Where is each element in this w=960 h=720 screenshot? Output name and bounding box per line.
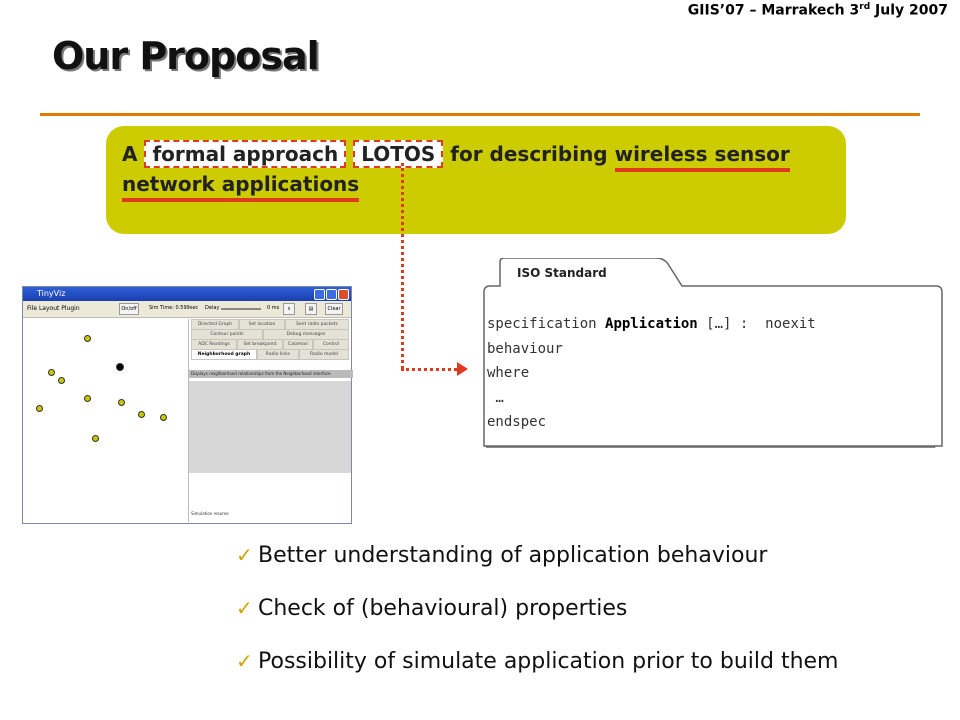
network-canvas [24, 319, 188, 522]
minimize-icon [314, 289, 325, 300]
code-line: endspec [487, 414, 547, 430]
title-rule [40, 113, 920, 116]
onoff-button: On/off [119, 303, 139, 315]
sensor-node [48, 369, 55, 376]
tinyviz-screenshot [22, 286, 352, 524]
code-line: where [487, 365, 530, 381]
list-item: ✓ Check of (behavioural) properties [236, 595, 628, 621]
code-line: … [487, 389, 504, 406]
sensor-node [84, 395, 91, 402]
sensor-node [138, 411, 145, 418]
formal-approach-box: formal approach [144, 140, 346, 168]
list-item: ✓ Better understanding of application behaviour [236, 542, 768, 568]
code-line: behaviour [487, 340, 563, 357]
list-item: ✓ Possibility of simulate application prior to build them [236, 648, 839, 674]
grid-icon: ▤ [305, 303, 317, 315]
code-line: specification Application […] : noexit [487, 316, 816, 332]
checkmark-icon: ✓ [236, 543, 253, 567]
lotos-box: LOTOS [353, 140, 443, 168]
clear-button: Clear [325, 303, 343, 315]
simulation-status: Simulation resume [191, 511, 229, 516]
plugin-area [189, 381, 351, 473]
sensor-node [84, 335, 91, 342]
arrow-head-icon [457, 362, 468, 376]
screenshot-titlebar: TinyViz [23, 287, 351, 301]
connector-vertical [401, 163, 404, 369]
iso-standard-label: ISO Standard [517, 266, 607, 280]
plugin-hint: Displays neighborhood relationships from the Neighborhood interface [189, 370, 353, 378]
pause-icon: ॥ [283, 303, 295, 315]
banner-line-1: A formal approach LOTOS for describing wireless sensor [122, 140, 790, 168]
screenshot-toolbar: File Layout Plugin On/off Sim Time: 0.599sec Delay 0 ms ॥ ▤ Clear [23, 301, 351, 318]
sensor-node [36, 405, 43, 412]
conference-header: GIIS’07 – Marrakech 3rd July 2007 [687, 2, 948, 19]
proposal-banner [106, 126, 846, 234]
connector-horizontal [401, 368, 457, 371]
slide-title: Our Proposal [52, 34, 319, 78]
sensor-node [118, 399, 125, 406]
sensor-node [58, 377, 65, 384]
sensor-node [92, 435, 99, 442]
maximize-icon [326, 289, 337, 300]
checkmark-icon: ✓ [236, 649, 253, 673]
benefit-list [236, 542, 839, 701]
wireless-sensor-text: wireless sensor [615, 142, 790, 172]
sensor-node-root [116, 363, 124, 371]
checkmark-icon: ✓ [236, 596, 253, 620]
lotos-code [487, 312, 816, 435]
close-icon [338, 289, 349, 300]
network-applications-text: network applications [122, 172, 359, 202]
banner-line-2 [122, 172, 359, 196]
delay-slider [221, 308, 261, 310]
sensor-node [160, 414, 167, 421]
plugin-panel: Directed Graph Set location Sent radio packets Contour points Debug messages ADC Readings Set breakpoint Calamari Control Neighborhood graph Radio links Radio model Displays neighborhood relationships from the Neighborhood interface Simulation resume [188, 319, 351, 522]
